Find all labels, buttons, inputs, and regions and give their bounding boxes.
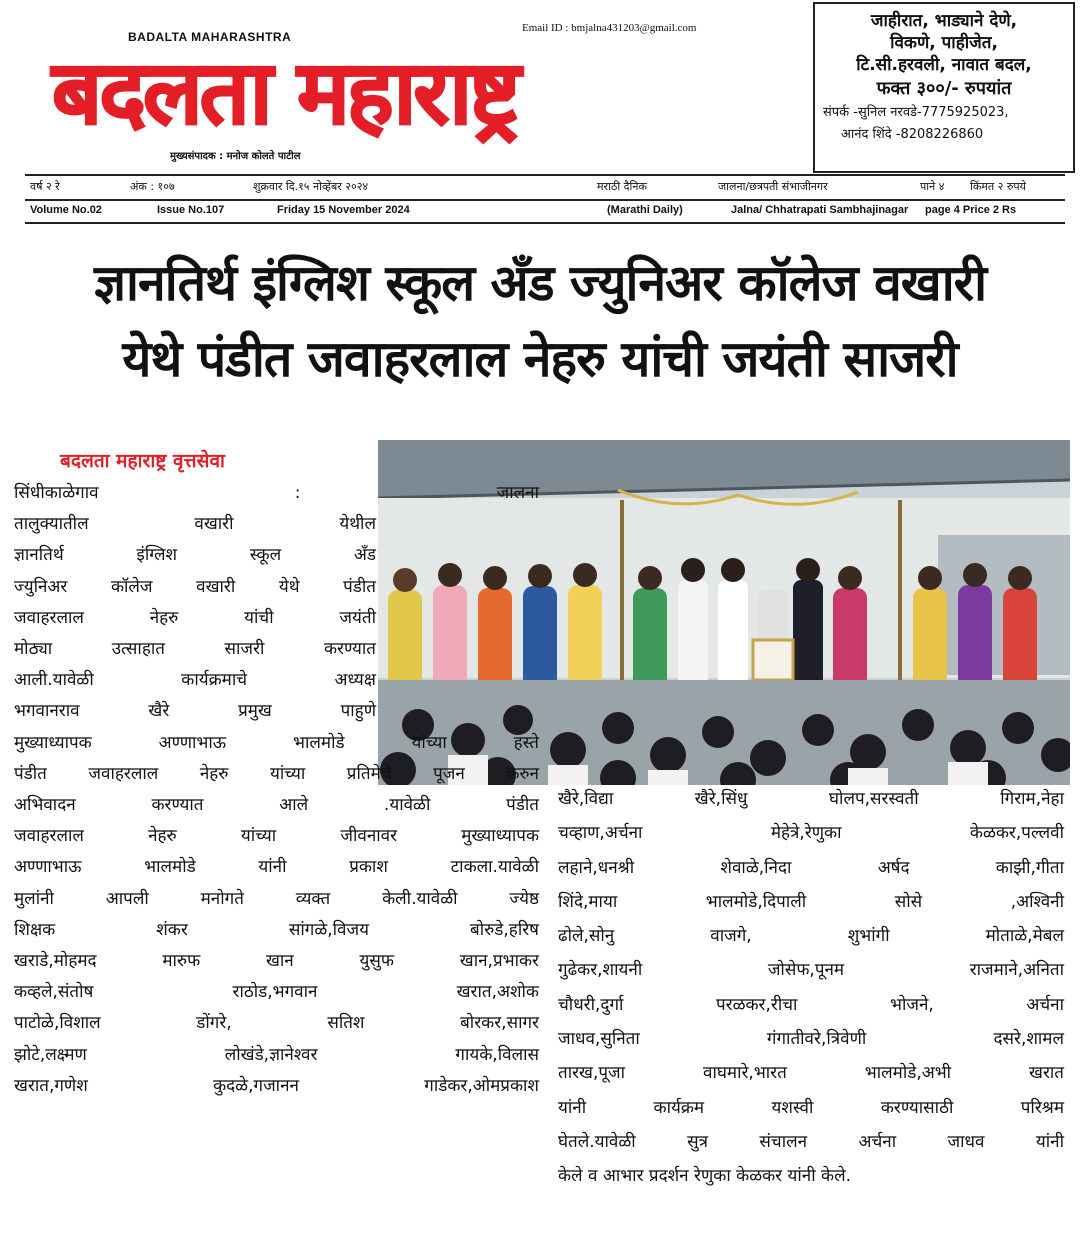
- article-line: शिंदे,माया भालमोडे,दिपाली सोसे ,अश्विनी: [558, 891, 1064, 912]
- headline-line: ज्ञानतिर्थ इंग्लिश स्कूल अँड ज्युनिअर कॉलेज वखारी: [93, 254, 987, 312]
- edition-info-marathi: [25, 179, 1065, 201]
- article-line: खैरे,विद्या खैरे,सिंधु घोलप,सरस्वती गिराम,नेहा: [558, 789, 1064, 809]
- article-line: जवाहरलाल नेहरु यांच्या जीवनावर मुख्याध्यापक: [14, 826, 539, 847]
- pages-mr: पाने ४: [920, 180, 945, 193]
- article-line: खरात,गणेश कुदळे,गजानन गाडेकर,ओमप्रकाश: [14, 1075, 539, 1096]
- article-column-left: [14, 478, 539, 1102]
- article-line: कव्हले,संतोष राठोड,भगवान खरात,अशोक: [14, 982, 539, 1003]
- place-en: Jalna/ Chhatrapati Sambhajinagar: [731, 204, 909, 216]
- divider: [25, 222, 1065, 224]
- ad-line: विकणे, पाहीजेत,: [890, 33, 998, 53]
- article-line: आली.यावेळी कार्यक्रमाचे अध्यक्ष: [14, 670, 376, 691]
- date-mr: शुक्रवार दि.१५ नोव्हेंबर २०२४: [253, 180, 369, 193]
- ad-contact: संपर्क -सुनिल नरवडे-7775925023,: [823, 105, 1009, 120]
- issue-mr: अंक : १०७: [130, 180, 175, 193]
- headline-line: येथे पंडीत जवाहरलाल नेहरु यांची जयंती साजरी: [122, 330, 958, 388]
- edition-info-strip: [25, 174, 1065, 224]
- article-line: ज्युनिअर कॉलेज वखारी येथे पंडीत: [14, 576, 376, 597]
- article-line: भगवानराव खैरे प्रमुख पाहुणे: [14, 701, 376, 722]
- article-line: चव्हाण,अर्चना मेहेत्रे,रेणुका केळकर,पल्लवी: [558, 823, 1064, 844]
- masthead: [0, 0, 1080, 182]
- page-price-en: page 4 Price 2 Rs: [925, 204, 1017, 216]
- place-mr: जालना/छत्रपती संभाजीनगर: [718, 180, 828, 193]
- article-line: ढोले,सोनु वाजगे, शुभांगी मोताळे,मेबल: [558, 926, 1064, 947]
- article-line: मोठ्या उत्साहात साजरी करण्यात: [14, 639, 376, 660]
- article-line: जवाहरलाल नेहरु यांची जयंती: [14, 607, 376, 628]
- divider: [25, 174, 1065, 176]
- article-line: पंडीत जवाहरलाल नेहरु यांच्या प्रतिमेचे पूजन करुन: [14, 763, 539, 784]
- article-line: तालुक्यातील वखारी येथील: [14, 514, 376, 535]
- article-line: मुलांनी आपली मनोगते व्यक्त केली.यावेळी ज्येष्ठ: [14, 888, 539, 909]
- paper-type-en: (Marathi Daily): [607, 204, 683, 216]
- article-line: यांनी कार्यक्रम यशस्वी करण्यासाठी परिश्रम: [558, 1097, 1064, 1118]
- article-line: लहाने,धनश्री शेवाळे,निदा अर्षद काझी,गीता: [558, 857, 1064, 878]
- article-line: गुढेकर,शायनी जोसेफ,पूनम राजमाने,अनिता: [558, 960, 1064, 981]
- headline: [20, 245, 1060, 397]
- article-line: जाधव,सुनिता गंगातीवरे,त्रिवेणी दसरे,शामल: [558, 1029, 1064, 1050]
- article-line: अण्णाभाऊ भालमोडे यांनी प्रकाश टाकला.यावेळी: [14, 857, 539, 878]
- article-line: पाटोळे,विशाल डोंगरे, सतिश बोरकर,सागर: [14, 1013, 539, 1034]
- date-en: Friday 15 November 2024: [277, 204, 410, 216]
- article-line: अभिवादन करण्यात आले .यावेळी पंडीत: [14, 795, 539, 816]
- brand-name-english: BADALTA MAHARASHTRA: [128, 30, 292, 44]
- price-mr: किंमत २ रुपये: [970, 180, 1027, 193]
- ad-line: जाहीरात, भाड्याने देणे,: [870, 11, 1018, 31]
- volume-mr: वर्ष २ रे: [30, 180, 60, 193]
- divider: [25, 199, 1065, 201]
- issue-en: Issue No.107: [157, 204, 225, 216]
- newspaper-logo: बदलता महाराष्ट्र: [52, 41, 518, 144]
- article-line: घेतले.यावेळी सुत्र संचालन अर्चना जाधव यांनी: [558, 1131, 1064, 1152]
- article-line: खराडे,मोहमद मारुफ खान युसुफ खान,प्रभाकर: [14, 951, 539, 972]
- ad-price: फक्त ३००/- रुपयांत: [876, 78, 1012, 99]
- article-line: शिक्षक शंकर सांगळे,विजय बोरुडे,हरिष: [14, 919, 539, 940]
- article-line: झोटे,लक्ष्मण लोखंडे,ज्ञानेश्वर गायके,विलास: [14, 1044, 539, 1065]
- ad-line: टि.सी.हरवली, नावात बदल,: [856, 55, 1032, 75]
- paper-type-mr: मराठी दैनिक: [597, 180, 647, 193]
- byline: बदलता महाराष्ट्र वृत्तसेवा: [60, 450, 225, 472]
- ad-contact: आनंद शिंदे -8208226860: [841, 127, 984, 142]
- article-line: मुख्याध्यापक अण्णाभाऊ भालमोडे यांच्या हस्ते: [14, 732, 539, 753]
- advertisement-box: [813, 2, 1075, 173]
- article-line: ज्ञानतिर्थ इंग्लिश स्कूल अँड: [14, 545, 376, 566]
- article-line: केले व आभार प्रदर्शन रेणुका केळकर यांनी केले.: [558, 1166, 852, 1187]
- article-column-right: [558, 782, 1064, 1194]
- article-line: चौधरी,दुर्गा परळकर,रीचा भोजने, अर्चना: [558, 994, 1064, 1015]
- volume-en: Volume No.02: [30, 204, 102, 216]
- article-line: तारख,पूजा वाघमारे,भारत भालमोडे,अभी खरात: [558, 1063, 1064, 1084]
- email-address: Email ID : bmjalna431203@gmail.com: [522, 22, 697, 34]
- article-line: सिंधीकाळेगाव : जालना: [14, 483, 539, 503]
- chief-editor: मुख्यसंपादक : मनोज कोलते पाटील: [170, 151, 301, 162]
